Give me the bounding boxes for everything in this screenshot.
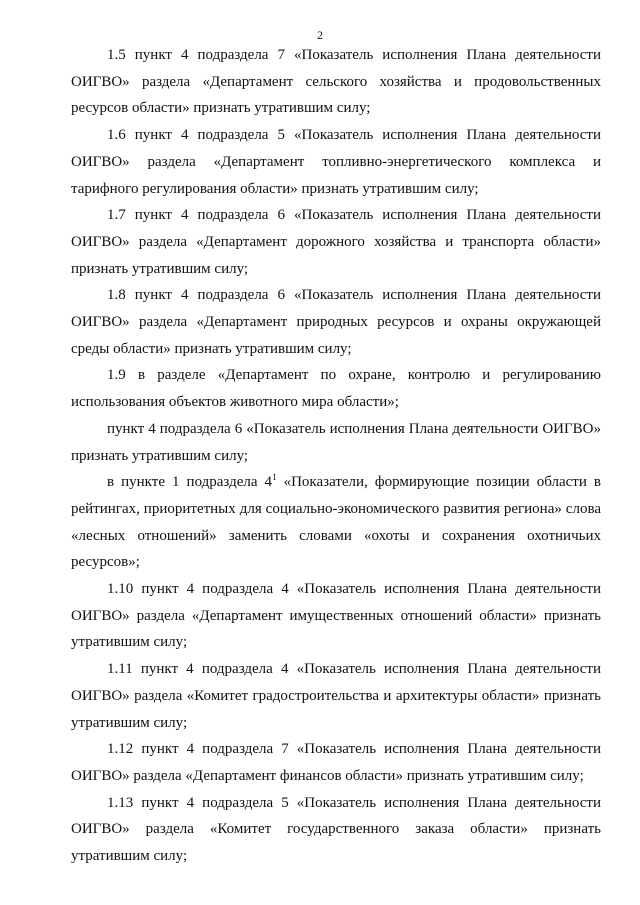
paragraph-1-9-item-4: пункт 4 подраздела 6 «Показатель исполнения Плана деятельности ОИГВО» признать утратившим силу; <box>71 420 601 464</box>
paragraph-1-12: 1.12 пункт 4 подраздела 7 «Показатель исполнения Плана деятельности ОИГВО» раздела «Департамент финансов области» признать утратившим силу; <box>71 741 601 784</box>
paragraph-1-7: 1.7 пункт 4 подраздела 6 «Показатель исполнения Плана деятельности ОИГВО» раздела «Департамент дорожного хозяйства и транспорта области» признать утратившим силу; <box>71 207 601 277</box>
paragraph-1-11: 1.11 пункт 4 подраздела 4 «Показатель исполнения Плана деятельности ОИГВО» раздела «Комитет градостроительства и архитектуры области» признать утратившим силу; <box>71 661 601 731</box>
paragraph-1-9-rating-amendment <box>71 469 601 576</box>
subsection-superscript: 1 <box>272 472 277 483</box>
paragraph-1-8: 1.8 пункт 4 подраздела 6 «Показатель исполнения Плана деятельности ОИГВО» раздела «Департамент природных ресурсов и охраны окружающей среды области» признать утратившим силу; <box>71 287 601 357</box>
paragraph-1-5: 1.5 пункт 4 подраздела 7 «Показатель исполнения Плана деятельности ОИГВО» раздела «Департамент сельского хозяйства и продовольственных ресурсов области» признать утратившим силу; <box>71 47 601 117</box>
paragraph-1-10: 1.10 пункт 4 подраздела 4 «Показатель исполнения Плана деятельности ОИГВО» раздела «Департамент имущественных отношений области» признать утратившим силу; <box>71 581 601 651</box>
paragraph-1-13: 1.13 пункт 4 подраздела 5 «Показатель исполнения Плана деятельности ОИГВО» раздела «Комитет государственного заказа области» признать утратившим силу; <box>71 794 601 865</box>
paragraph-1-9: 1.9 в разделе «Департамент по охране, контролю и регулированию использования объектов животного мира области»; <box>71 367 601 411</box>
paragraph-1-6: 1.6 пункт 4 подраздела 5 «Показатель исполнения Плана деятельности ОИГВО» раздела «Департамент топливно-энергетического комплекса и тарифного регулирования области» признать утратившим силу; <box>71 127 601 197</box>
amendment-text-before: в пункте 1 подраздела 4 <box>107 474 273 491</box>
page-number: 2 <box>317 28 323 42</box>
document-body <box>71 42 601 870</box>
amendment-text-after: «Показатели, формирующие позиции области в рейтингах, приоритетных для социально-экономического развития региона» слова «лесных отношений» заменить словами «охоты и сохранения охотничьих ресурсов»; <box>71 474 601 571</box>
